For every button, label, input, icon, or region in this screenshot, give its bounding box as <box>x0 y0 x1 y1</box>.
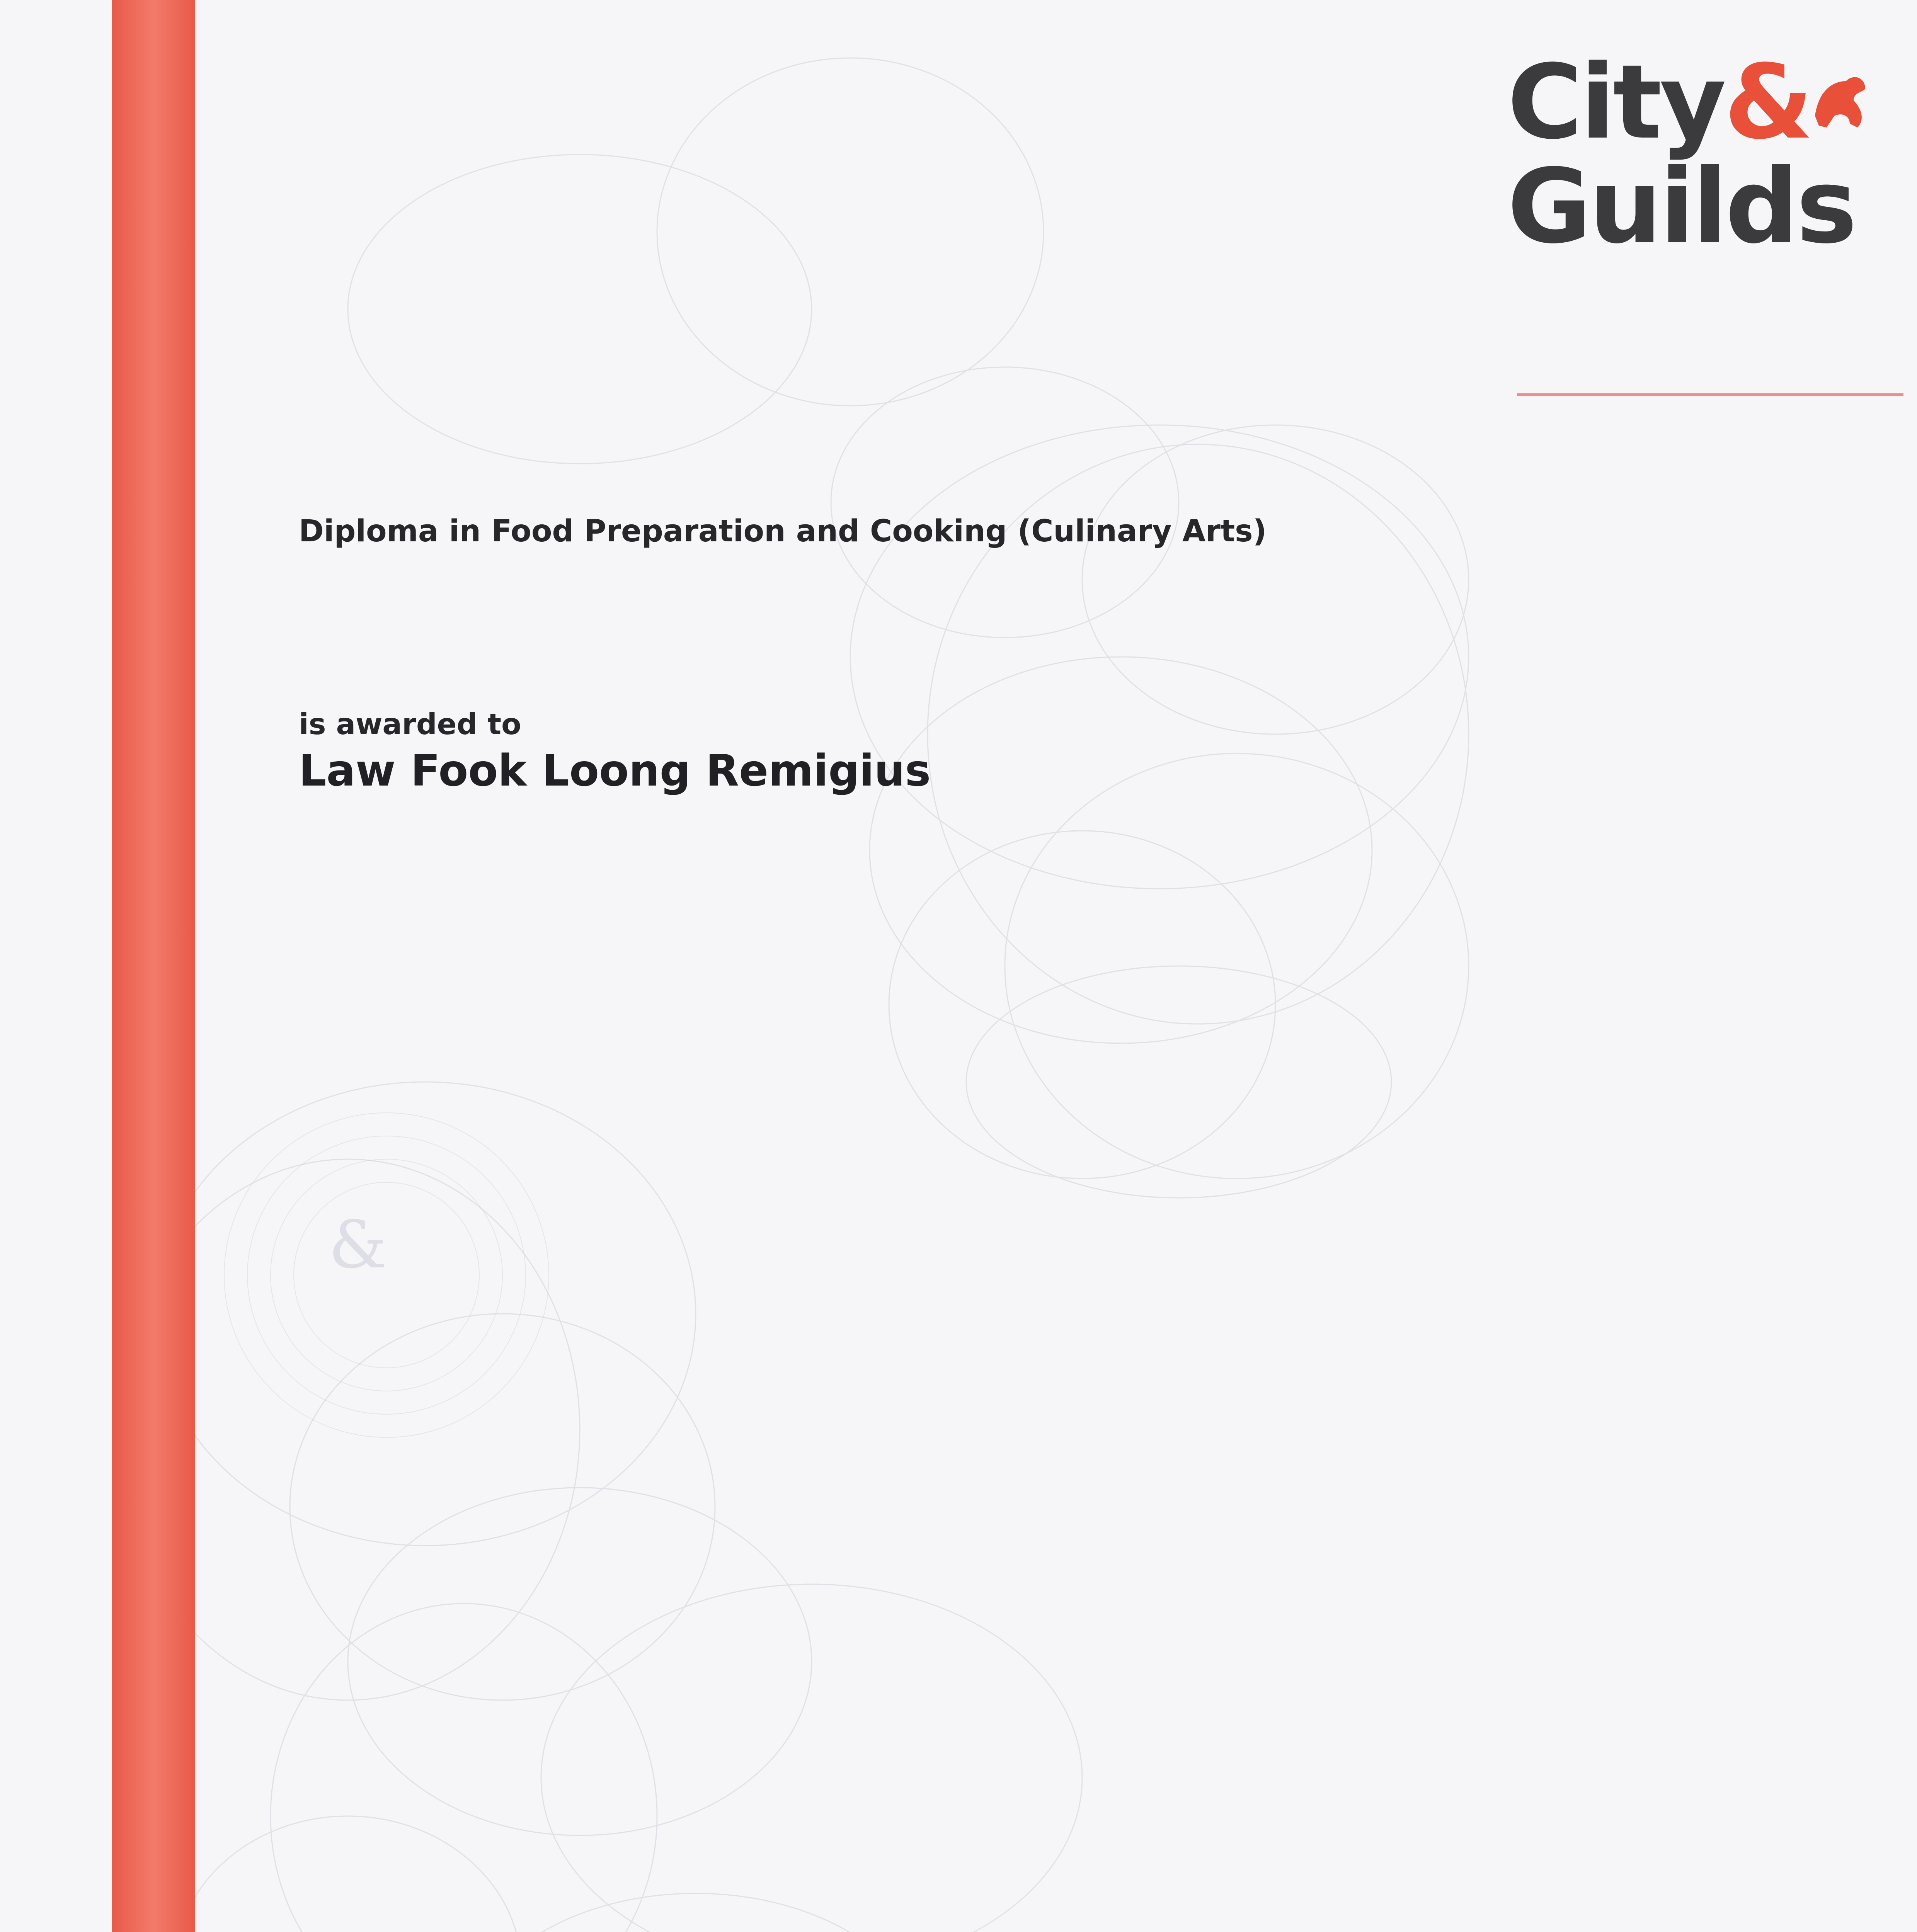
logo-word-guilds: Guilds <box>1507 147 1855 266</box>
qualification-title: Diploma in Food Preparation and Cooking (Culinary Arts) <box>299 514 1267 549</box>
city-and-guilds-logo <box>1507 43 1869 266</box>
logo-divider <box>1517 393 1903 396</box>
logo-word-city: City <box>1507 43 1724 162</box>
logo-ampersand: & <box>1724 43 1811 162</box>
svg-text:&: & <box>329 1207 387 1283</box>
candidate-name: Law Fook Loong Remigius <box>299 746 931 796</box>
award-phrase: is awarded to <box>299 707 521 741</box>
lion-icon <box>1807 58 1869 131</box>
